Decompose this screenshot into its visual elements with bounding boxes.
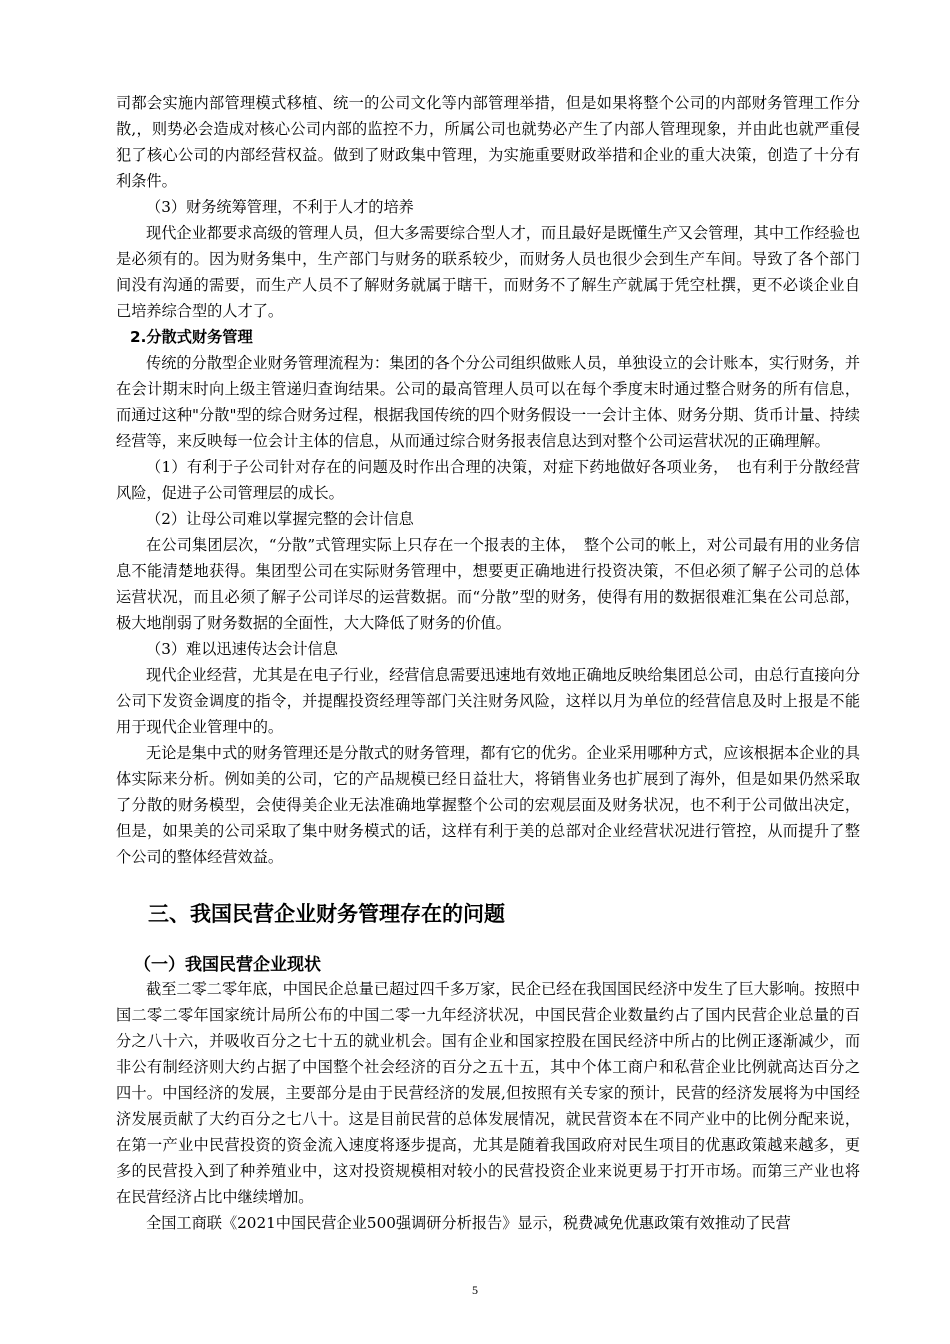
paragraph: 全国工商联《2021中国民营企业500强调研分析报告》显示，税费减免优惠政策有效推动了民营: [146, 1214, 791, 1232]
sub-heading: （3）难以迅速传达会计信息: [146, 640, 338, 658]
body-text-top: [116, 90, 860, 870]
section-heading: 三、我国民营企业财务管理存在的问题: [148, 902, 505, 926]
body-text-bottom: [116, 976, 860, 1236]
paragraph: 现代企业都要求高级的管理人员，但大多需要综合型人才，而且最好是既懂生产又会管理，其中工作经验也是必须有的。因为财务集中，生产部门与财务的联系较少，而财务人员也很少会到生产车间。导致了各个部门间没有沟通的需要，而生产人员不了解财务就属于瞎干，而财务不了解生产就属于凭空杜撰，更不必谈企业自己培养综合型的人才了。: [116, 224, 860, 320]
subsection-heading: （一）我国民营企业现状: [134, 955, 321, 975]
paragraph: （1）有利于子公司针对存在的问题及时作出合理的决策，对症下药地做好各项业务， 也有利于分散经营风险，促进子公司管理层的成长。: [116, 458, 860, 502]
paragraph: 截至二零二零年底，中国民企总量已超过四千多万家，民企已经在我国国民经济中发生了巨大影响。按照中国二零二零年国家统计局所公布的中国二零一九年经济状况，中国民营企业数量约占了国内民营企业总量的百分之八十六，并吸收百分之七十五的就业机会。国有企业和国家控股在国民经济中所占的比例正逐渐减少，而非公有制经济则大约占据了中国整个社会经济的百分之五十五，其中个体工商户和私营企业比例就高达百分之四十。中国经济的发展，主要部分是由于民营经济的发展,但按照有关专家的预计，民营的经济发展将为中国经济发展贡献了大约百分之七八十。这是目前民营的总体发展情况，就民营资本在不同产业中的比例分配来说，在第一产业中民营投资的资金流入速度将逐步提高，尤其是随着我国政府对民生项目的优惠政策越来越多，更多的民营投入到了种养殖业中，这对投资规模相对较小的民营投资企业来说更易于打开市场。而第三产业也将在民营经济占比中继续增加。: [116, 980, 860, 1206]
sub-heading: （3）财务统筹管理，不利于人才的培养: [146, 198, 414, 216]
sub-heading: （2）让母公司难以掌握完整的会计信息: [146, 510, 414, 528]
paragraph: 传统的分散型企业财务管理流程为：集团的各个分公司组织做账人员，单独设立的会计账本，实行财务，并在会计期末时向上级主管递归查询结果。公司的最高管理人员可以在每个季度末时通过整合财务的所有信息，而通过这种"分散"型的综合财务过程，根据我国传统的四个财务假设一一会计主体、财务分期、货币计量、持续经营等，来反映每一位会计主体的信息，从而通过综合财务报表信息达到对整个公司运营状况的正确理解。: [116, 354, 860, 450]
page-number: 5: [472, 1283, 478, 1297]
section-heading-minor: 2.分散式财务管理: [130, 328, 253, 346]
paragraph: 在公司集团层次，“分散”式管理实际上只存在一个报表的主体， 整个公司的帐上，对公司最有用的业务信息不能清楚地获得。集团型公司在实际财务管理中，想要更正确地进行投资决策，不但必须了解子公司的总体运营状况，而且必须了解子公司详尽的运营数据。而“分散”型的财务，使得有用的数据很难汇集在公司总部，极大地削弱了财务数据的全面性，大大降低了财务的价值。: [116, 536, 860, 632]
paragraph: 现代企业经营，尤其是在电子行业，经营信息需要迅速地有效地正确地反映给集团总公司，由总行直接向分公司下发资金调度的指令，并提醒投资经理等部门关注财务风险，这样以月为单位的经营信息及时上报是不能用于现代企业管理中的。: [116, 666, 860, 736]
paragraph: 司都会实施内部管理模式移植、统一的公司文化等内部管理举措，但是如果将整个公司的内部财务管理工作分散,，则势必会造成对核心公司内部的监控不力，所属公司也就势必产生了内部人管理现象，并由此也就严重侵犯了核心公司的内部经营权益。做到了财政集中管理，为实施重要财政举措和企业的重大决策，创造了十分有利条件。: [116, 94, 860, 190]
paragraph: 无论是集中式的财务管理还是分散式的财务管理，都有它的优劣。企业采用哪种方式，应该根据本企业的具体实际来分析。例如美的公司，它的产品规模已经日益壮大，将销售业务也扩展到了海外，但是如果仍然采取了分散的财务模型，会使得美企业无法准确地掌握整个公司的宏观层面及财务状况，也不利于公司做出决定，但是，如果美的公司采取了集中财务模式的话，这样有利于美的总部对企业经营状况进行管控，从而提升了整个公司的整体经营效益。: [116, 744, 860, 866]
